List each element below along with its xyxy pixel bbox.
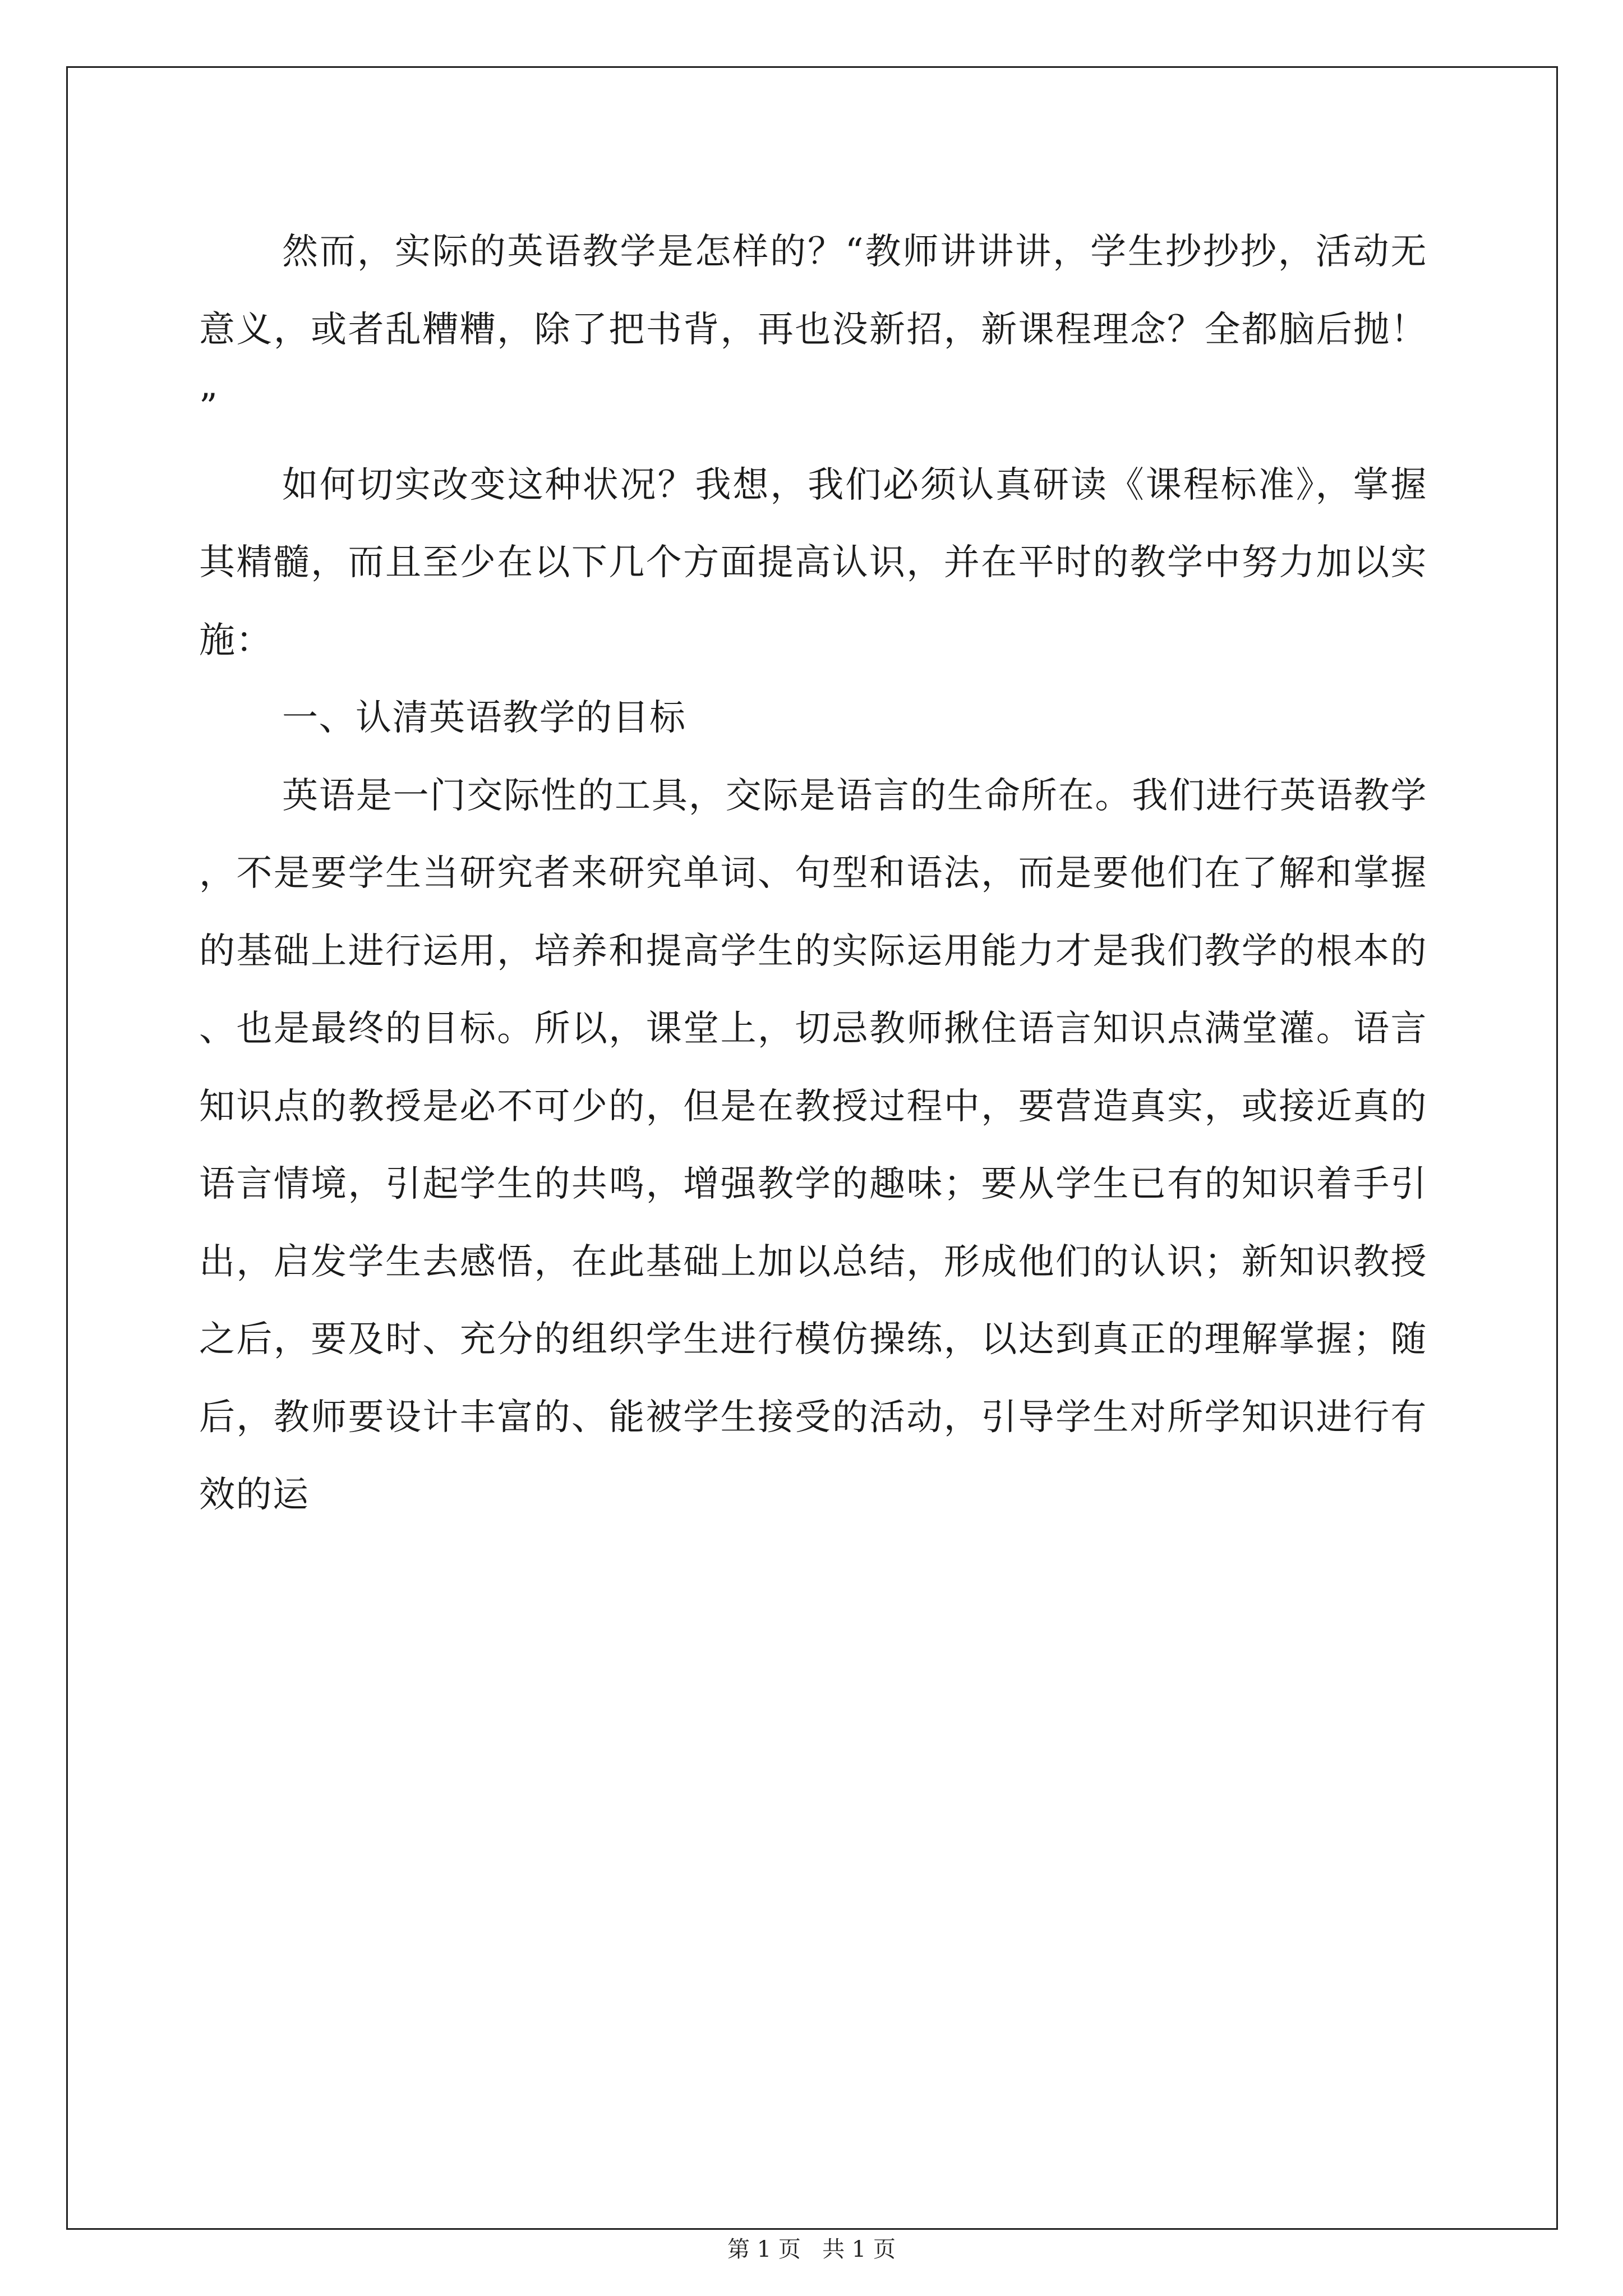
page-footer: 第 1 页 共 1 页 (727, 2237, 896, 2262)
paragraph-2: 如何切实改变这种状况？我想，我们必须认真研读《课程标准》，掌握其精髓，而且至少在以下几个方面提高认识，并在平时的教学中努力加以实施： (199, 464, 1427, 661)
section-heading: 一、认清英语教学的目标 (282, 697, 686, 739)
paragraph-1: 然而，实际的英语教学是怎样的？“教师讲讲讲，学生抄抄抄，活动无意义，或者乱糟糟，除了把书背，再也没新招，新课程理念？全都脑后抛！” (199, 231, 1427, 428)
paragraph-3: 英语是一门交际性的工具，交际是语言的生命所在。我们进行英语教学，不是要学生当研究者来研究单词、句型和语法，而是要他们在了解和掌握的基础上进行运用，培养和提高学生的实际运用能力才是我们教学的根本的、也是最终的目标。所以，课堂上，切忌教师揪住语言知识点满堂灌。语言知识点的教授是必不可少的，但是在教授过程中，要营造真实，或接近真的语言情境，引起学生的共鸣，增强教学的趣味；要从学生已有的知识着手引出，启发学生去感悟，在此基础上加以总结，形成他们的认识；新知识教授之后，要及时、充分的组织学生进行模仿操练，以达到真正的理解掌握；随后，教师要设计丰富的、能被学生接受的活动，引导学生对所学知识进行有效的运 (199, 775, 1427, 1516)
document-body (199, 213, 1427, 1534)
